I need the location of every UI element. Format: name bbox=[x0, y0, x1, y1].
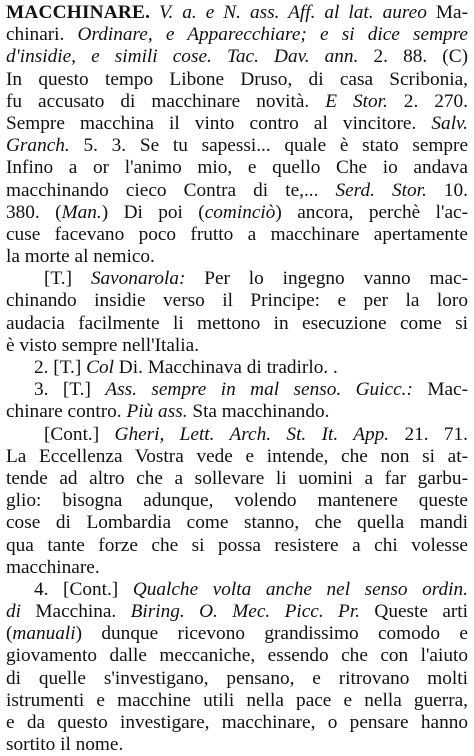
text-line bbox=[6, 180, 468, 202]
text-line bbox=[6, 69, 468, 91]
text-line bbox=[6, 379, 468, 401]
text-run: qua tante forze che si possa resistere a chi volesse bbox=[6, 534, 468, 556]
italic-text: Più ass. bbox=[126, 401, 188, 423]
text-line bbox=[6, 2, 468, 24]
italic-text: Biring. O. Mec. Picc. Pr. bbox=[130, 601, 361, 623]
italic-text: Man. bbox=[61, 201, 102, 223]
text-run: Sta macchinando. bbox=[187, 401, 330, 423]
text-line bbox=[6, 557, 468, 579]
text-run: Sempre macchina il vinto contro al vincitore. bbox=[6, 112, 432, 134]
text-run: Macchina. bbox=[21, 601, 131, 623]
text-line bbox=[6, 46, 468, 68]
text-line bbox=[6, 712, 468, 734]
italic-text: Qualche volta anche nel senso ordin. bbox=[132, 578, 468, 600]
italic-text: V. a. e N. ass. Aff. al lat. aureo bbox=[159, 2, 427, 23]
text-line bbox=[6, 157, 468, 179]
text-line bbox=[6, 690, 468, 712]
text-run: glio: bisogna adunque, volendo mantenere queste bbox=[6, 490, 468, 512]
text-run: macchinando cieco Contra di te,... bbox=[6, 179, 336, 201]
italic-text: cominciò bbox=[204, 201, 276, 223]
text-run: Infino a or l'animo mio, e quello Che io andava bbox=[6, 157, 468, 179]
text-run: 4. [Cont.] bbox=[34, 578, 133, 600]
text-run: [T.] bbox=[44, 268, 91, 290]
italic-text: Gheri, Lett. Arch. St. It. App. bbox=[114, 423, 390, 445]
text-run: di quelle s'investigano, pensano, e ritrovano molti bbox=[6, 667, 468, 689]
text-run: Di. Macchinava di tradirlo. . bbox=[113, 357, 338, 378]
text-line bbox=[6, 668, 468, 690]
text-run: macchinare. bbox=[6, 556, 100, 578]
text-run: 3. [T.] bbox=[34, 379, 106, 401]
text-run: La Eccellenza Vostra vede e intende, che non si at- bbox=[6, 445, 468, 467]
text-run: 5. 3. Se tu sapessi... quale è stato sempre bbox=[69, 135, 468, 157]
text-line bbox=[6, 490, 468, 512]
text-run: tende ad altro che a sollevare li uomini a far garbu- bbox=[6, 467, 468, 489]
text-line bbox=[6, 202, 468, 224]
text-line bbox=[6, 579, 468, 601]
italic-text: di bbox=[6, 601, 21, 623]
text-run: ( bbox=[6, 623, 13, 645]
text-run: e da questo investigare, macchinare, o pensare hanno bbox=[6, 712, 468, 733]
text-run: ) ancora, perchè l'ac- bbox=[275, 201, 468, 223]
text-run: Ma- bbox=[426, 2, 468, 23]
text-run bbox=[150, 2, 159, 23]
text-run: [Cont.] bbox=[44, 423, 115, 445]
text-run: Per lo ingegno vanno mac- bbox=[185, 268, 468, 290]
text-line bbox=[6, 246, 468, 268]
text-run: è visto sempre nell'Italia. bbox=[6, 334, 200, 356]
text-run: ) Di poi ( bbox=[101, 201, 205, 223]
text-run: Queste arti bbox=[360, 601, 468, 623]
text-run: 380. ( bbox=[6, 201, 62, 223]
text-run: 2. [T.] bbox=[34, 357, 87, 378]
italic-text: Ordinare, e Apparecchiare; e si dice sempre bbox=[77, 24, 468, 46]
text-line bbox=[6, 601, 468, 623]
text-run: In questo tempo Libone Druso, di casa Scribonia, bbox=[6, 68, 468, 90]
text-line bbox=[6, 623, 468, 645]
italic-text: Serd. Stor. bbox=[335, 179, 427, 201]
text-run: Mac- bbox=[412, 379, 468, 401]
text-run: 2. 88. (C) bbox=[358, 46, 468, 68]
text-run: chinare contro. bbox=[6, 401, 127, 423]
text-line bbox=[6, 512, 468, 534]
italic-text: manuali bbox=[12, 623, 76, 645]
text-line bbox=[6, 135, 468, 157]
italic-text: E Stor. bbox=[325, 90, 388, 112]
headword: MACCHINARE. bbox=[6, 2, 151, 23]
text-line bbox=[6, 224, 468, 246]
text-line bbox=[6, 468, 468, 490]
text-run: audacia facilmente li mettono in esecuzione come si bbox=[6, 312, 468, 334]
text-line bbox=[6, 290, 468, 312]
text-line bbox=[6, 91, 468, 113]
italic-text: Ass. sempre in mal senso. Guicc.: bbox=[105, 379, 413, 401]
text-line bbox=[6, 424, 468, 446]
text-run: chinari. bbox=[6, 24, 78, 46]
text-run: giovamento dalle meccaniche, essendo che con l'aiuto bbox=[6, 645, 468, 667]
italic-text: Granch. bbox=[6, 135, 70, 157]
text-line bbox=[6, 734, 468, 756]
text-run: chinando insidie verso il Principe: e per la loro bbox=[6, 290, 468, 312]
text-run: 10. bbox=[426, 179, 468, 201]
text-line bbox=[6, 535, 468, 557]
text-run: sortito il nome. bbox=[6, 734, 124, 756]
text-run: fu accusato di macchinare novità. bbox=[6, 90, 326, 112]
text-run: 2. 270. bbox=[387, 90, 468, 112]
text-line bbox=[6, 335, 468, 357]
italic-text: Savonarola: bbox=[90, 268, 186, 290]
text-run: istrumenti e macchine utili nella pace e nella guerra, bbox=[6, 689, 468, 711]
text-run: cose di Lombardia come stanno, che quella mandi bbox=[6, 512, 468, 534]
text-line bbox=[6, 268, 468, 290]
text-run: cuse facevano poco frutto a macchinare apertamente bbox=[6, 223, 468, 245]
text-line bbox=[6, 357, 468, 379]
text-line bbox=[6, 313, 468, 335]
text-run: 21. 71. bbox=[389, 423, 468, 445]
text-line bbox=[6, 446, 468, 468]
text-line bbox=[6, 113, 468, 135]
text-run: la morte al nemico. bbox=[6, 246, 155, 268]
text-line bbox=[6, 401, 468, 423]
text-run: ) dunque ricevono grandissimo comodo e bbox=[75, 623, 468, 645]
text-line bbox=[6, 24, 468, 46]
italic-text: Salv. bbox=[431, 112, 468, 134]
text-line bbox=[6, 645, 468, 667]
italic-text: Col bbox=[86, 357, 114, 378]
italic-text: d'insidie, e simili cose. Tac. Dav. ann. bbox=[6, 46, 359, 68]
